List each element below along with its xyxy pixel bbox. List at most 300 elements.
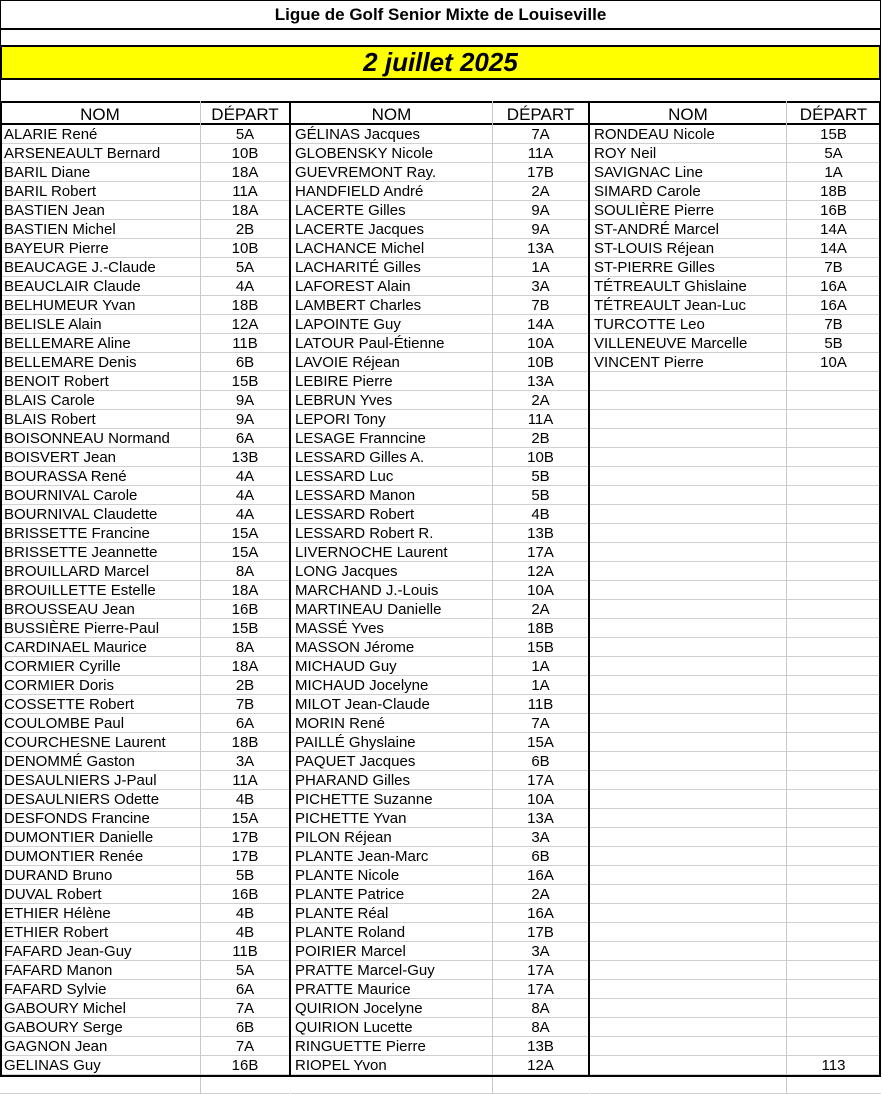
player-name: PLANTE Roland	[291, 923, 492, 942]
departure-tee: 11A	[492, 144, 589, 163]
empty-cell	[590, 714, 786, 733]
player-name: MASSON Jérome	[291, 638, 492, 657]
empty-cell	[786, 1018, 881, 1037]
player-name: LEBIRE Pierre	[291, 372, 492, 391]
departure-tee: 11B	[200, 942, 290, 961]
departure-tee: 2A	[492, 391, 589, 410]
player-name: DENOMMÉ Gaston	[0, 752, 200, 771]
player-name: SIMARD Carole	[590, 182, 786, 201]
departure-tee: 12A	[492, 1056, 589, 1075]
player-name: GAGNON Jean	[0, 1037, 200, 1056]
player-name: MARCHAND J.-Louis	[291, 581, 492, 600]
empty-cell	[590, 581, 786, 600]
player-name: LAMBERT Charles	[291, 296, 492, 315]
column-divider	[492, 101, 493, 1094]
departure-tee: 10A	[492, 581, 589, 600]
departure-tee: 12A	[200, 315, 290, 334]
player-name: COURCHESNE Laurent	[0, 733, 200, 752]
player-name: LAPOINTE Guy	[291, 315, 492, 334]
departure-tee: 4A	[200, 486, 290, 505]
player-name: LONG Jacques	[291, 562, 492, 581]
table-border	[588, 101, 590, 1077]
empty-cell	[590, 486, 786, 505]
player-name: SOULIÈRE Pierre	[590, 201, 786, 220]
departure-tee: 15B	[200, 619, 290, 638]
player-name: BOURNIVAL Claudette	[0, 505, 200, 524]
departure-tee: 7B	[786, 258, 881, 277]
player-name: LESSARD Gilles A.	[291, 448, 492, 467]
departure-tee: 15A	[200, 809, 290, 828]
departure-tee: 5B	[200, 866, 290, 885]
player-name: RIOPEL Yvon	[291, 1056, 492, 1075]
departure-tee: 4A	[200, 505, 290, 524]
player-name: ARSENEAULT Bernard	[0, 144, 200, 163]
player-name: PILON Réjean	[291, 828, 492, 847]
departure-tee: 8A	[200, 562, 290, 581]
empty-cell	[786, 961, 881, 980]
departure-tee: 15B	[200, 372, 290, 391]
departure-tee: 16A	[492, 904, 589, 923]
departure-tee: 15A	[492, 733, 589, 752]
departure-tee: 5B	[492, 486, 589, 505]
empty-cell	[590, 619, 786, 638]
player-name: LESSARD Luc	[291, 467, 492, 486]
column-header-nom: NOM	[0, 101, 200, 125]
empty-cell	[590, 961, 786, 980]
player-name: MILOT Jean-Claude	[291, 695, 492, 714]
player-name: COULOMBE Paul	[0, 714, 200, 733]
empty-cell	[786, 866, 881, 885]
column-header-nom: NOM	[590, 101, 786, 125]
player-name: PAQUET Jacques	[291, 752, 492, 771]
empty-cell	[590, 676, 786, 695]
empty-cell	[786, 752, 881, 771]
departure-tee: 8A	[492, 1018, 589, 1037]
departure-tee: 18A	[200, 657, 290, 676]
player-name: BLAIS Carole	[0, 391, 200, 410]
empty-cell	[786, 391, 881, 410]
departure-tee: 14A	[786, 239, 881, 258]
empty-cell	[590, 543, 786, 562]
departure-tee: 18B	[492, 619, 589, 638]
departure-tee: 17B	[200, 828, 290, 847]
empty-cell	[786, 942, 881, 961]
column-header-depart: DÉPART	[200, 101, 290, 125]
departure-tee: 17B	[492, 163, 589, 182]
departure-tee: 16B	[200, 885, 290, 904]
empty-cell	[786, 372, 881, 391]
player-name: BASTIEN Jean	[0, 201, 200, 220]
departure-tee: 5A	[786, 144, 881, 163]
empty-cell	[291, 1075, 492, 1094]
departure-tee: 9A	[492, 201, 589, 220]
table-border	[289, 101, 291, 1077]
empty-cell	[590, 562, 786, 581]
departure-tee: 5B	[492, 467, 589, 486]
player-name: LAFOREST Alain	[291, 277, 492, 296]
departure-tee: 10B	[492, 353, 589, 372]
column-divider	[200, 101, 201, 1094]
departure-tee: 16B	[200, 1056, 290, 1075]
departure-tee: 18B	[200, 296, 290, 315]
departure-tee: 5B	[786, 334, 881, 353]
player-name: DESFONDS Francine	[0, 809, 200, 828]
departure-tee: 13A	[492, 372, 589, 391]
player-name: RONDEAU Nicole	[590, 125, 786, 144]
empty-cell	[786, 999, 881, 1018]
departure-tee: 4B	[200, 904, 290, 923]
departure-tee: 10B	[492, 448, 589, 467]
player-name: MORIN René	[291, 714, 492, 733]
departure-tee: 7B	[786, 315, 881, 334]
player-name: GLOBENSKY Nicole	[291, 144, 492, 163]
empty-cell	[590, 847, 786, 866]
departure-tee: 2A	[492, 182, 589, 201]
player-name: BARIL Robert	[0, 182, 200, 201]
departure-tee: 9A	[492, 220, 589, 239]
departure-tee: 8A	[492, 999, 589, 1018]
player-name: BARIL Diane	[0, 163, 200, 182]
departure-tee: 3A	[492, 828, 589, 847]
empty-cell	[590, 429, 786, 448]
departure-tee: 8A	[200, 638, 290, 657]
empty-cell	[590, 467, 786, 486]
departure-tee: 18B	[786, 182, 881, 201]
player-name: GABOURY Michel	[0, 999, 200, 1018]
departure-tee: 4B	[200, 923, 290, 942]
departure-tee: 18A	[200, 163, 290, 182]
player-name: LEPORI Tony	[291, 410, 492, 429]
departure-tee: 6A	[200, 714, 290, 733]
column-header-depart: DÉPART	[492, 101, 589, 125]
departure-tee: 13B	[200, 448, 290, 467]
departure-tee: 4B	[492, 505, 589, 524]
date-banner: 2 juillet 2025	[0, 45, 881, 80]
departure-tee: 13B	[492, 1037, 589, 1056]
player-name: BOURNIVAL Carole	[0, 486, 200, 505]
departure-tee: 3A	[492, 277, 589, 296]
player-name: SAVIGNAC Line	[590, 163, 786, 182]
player-name: BUSSIÈRE Pierre-Paul	[0, 619, 200, 638]
empty-cell	[786, 619, 881, 638]
departure-tee: 2A	[492, 600, 589, 619]
departure-tee: 13B	[492, 524, 589, 543]
player-name: ST-PIERRE Gilles	[590, 258, 786, 277]
empty-cell	[0, 1075, 200, 1094]
empty-cell	[786, 771, 881, 790]
blank-row-top	[0, 28, 881, 45]
empty-cell	[786, 600, 881, 619]
empty-cell	[786, 638, 881, 657]
empty-cell	[786, 695, 881, 714]
empty-cell	[590, 752, 786, 771]
empty-cell	[786, 486, 881, 505]
player-name: BOURASSA René	[0, 467, 200, 486]
departure-tee: 17B	[200, 847, 290, 866]
player-name: BEAUCAGE J.-Claude	[0, 258, 200, 277]
empty-cell	[590, 733, 786, 752]
player-name: GELINAS Guy	[0, 1056, 200, 1075]
empty-cell	[590, 885, 786, 904]
departure-tee: 11A	[200, 182, 290, 201]
empty-cell	[786, 885, 881, 904]
player-name: LESSARD Manon	[291, 486, 492, 505]
departure-tee: 1A	[492, 657, 589, 676]
empty-cell	[786, 980, 881, 999]
departure-tee: 18A	[200, 201, 290, 220]
departure-tee: 18B	[200, 733, 290, 752]
player-name: PICHETTE Yvan	[291, 809, 492, 828]
departure-tee: 6A	[200, 980, 290, 999]
player-name: BROUSSEAU Jean	[0, 600, 200, 619]
player-name: BAYEUR Pierre	[0, 239, 200, 258]
departure-tee: 2B	[200, 676, 290, 695]
departure-tee: 1A	[492, 258, 589, 277]
player-name: PLANTE Réal	[291, 904, 492, 923]
player-name: TÉTREAULT Jean-Luc	[590, 296, 786, 315]
departure-tee: 12A	[492, 562, 589, 581]
departure-tee: 11B	[200, 334, 290, 353]
player-name: ETHIER Hélène	[0, 904, 200, 923]
departure-tee: 1A	[492, 676, 589, 695]
empty-cell	[786, 562, 881, 581]
empty-cell	[786, 581, 881, 600]
player-name: POIRIER Marcel	[291, 942, 492, 961]
departure-tee: 13A	[492, 809, 589, 828]
player-name: BOISONNEAU Normand	[0, 429, 200, 448]
player-name: MICHAUD Jocelyne	[291, 676, 492, 695]
departure-tee: 6B	[492, 847, 589, 866]
departure-tee: 9A	[200, 391, 290, 410]
departure-tee: 4B	[200, 790, 290, 809]
departure-tee: 7A	[200, 1037, 290, 1056]
player-name: CARDINAEL Maurice	[0, 638, 200, 657]
empty-cell	[590, 923, 786, 942]
empty-cell	[590, 1075, 786, 1094]
player-count: 113	[786, 1056, 881, 1075]
player-name: QUIRION Jocelyne	[291, 999, 492, 1018]
player-name: DURAND Bruno	[0, 866, 200, 885]
departure-tee: 2A	[492, 885, 589, 904]
empty-cell	[590, 391, 786, 410]
column-divider	[786, 101, 787, 1094]
empty-cell	[590, 695, 786, 714]
departure-tee: 1A	[786, 163, 881, 182]
departure-tee: 7B	[200, 695, 290, 714]
departure-tee: 11A	[200, 771, 290, 790]
departure-tee: 10B	[200, 239, 290, 258]
player-name: LESSARD Robert R.	[291, 524, 492, 543]
table-bottom-border	[0, 1075, 881, 1077]
departure-tee: 10B	[200, 144, 290, 163]
player-name: LACHARITÉ Gilles	[291, 258, 492, 277]
player-name: DESAULNIERS Odette	[0, 790, 200, 809]
departure-tee: 14A	[492, 315, 589, 334]
departure-tee: 17A	[492, 980, 589, 999]
empty-cell	[492, 1075, 589, 1094]
departure-tee: 11B	[492, 695, 589, 714]
player-name: BELLEMARE Denis	[0, 353, 200, 372]
player-name: LESSARD Robert	[291, 505, 492, 524]
player-name: CORMIER Cyrille	[0, 657, 200, 676]
player-name: GABOURY Serge	[0, 1018, 200, 1037]
empty-cell	[590, 638, 786, 657]
departure-tee: 17A	[492, 543, 589, 562]
departure-tee: 5A	[200, 258, 290, 277]
player-name: HANDFIELD André	[291, 182, 492, 201]
player-name: LIVERNOCHE Laurent	[291, 543, 492, 562]
empty-cell	[786, 448, 881, 467]
player-name: QUIRION Lucette	[291, 1018, 492, 1037]
departure-tee: 16B	[786, 201, 881, 220]
empty-cell	[786, 467, 881, 486]
player-name: ST-LOUIS Réjean	[590, 239, 786, 258]
empty-cell	[786, 790, 881, 809]
departure-tee: 7A	[200, 999, 290, 1018]
departure-tee: 14A	[786, 220, 881, 239]
empty-cell	[786, 524, 881, 543]
empty-cell	[786, 543, 881, 562]
empty-cell	[590, 904, 786, 923]
departure-tee: 4A	[200, 277, 290, 296]
column-header-depart: DÉPART	[786, 101, 881, 125]
player-name: BLAIS Robert	[0, 410, 200, 429]
player-name: DUMONTIER Renée	[0, 847, 200, 866]
empty-cell	[590, 372, 786, 391]
player-name: BRISSETTE Jeannette	[0, 543, 200, 562]
player-name: DESAULNIERS J-Paul	[0, 771, 200, 790]
empty-cell	[590, 1037, 786, 1056]
player-name: FAFARD Sylvie	[0, 980, 200, 999]
departure-table	[0, 101, 883, 1094]
player-name: LAVOIE Réjean	[291, 353, 492, 372]
empty-cell	[786, 410, 881, 429]
player-name: PAILLÉ Ghyslaine	[291, 733, 492, 752]
departure-tee: 15A	[200, 543, 290, 562]
empty-cell	[590, 1018, 786, 1037]
player-name: ETHIER Robert	[0, 923, 200, 942]
departure-tee: 16A	[786, 296, 881, 315]
player-name: PLANTE Nicole	[291, 866, 492, 885]
player-name: BELHUMEUR Yvan	[0, 296, 200, 315]
departure-tee: 18A	[200, 581, 290, 600]
player-name: TÉTREAULT Ghislaine	[590, 277, 786, 296]
empty-cell	[590, 410, 786, 429]
column-header-nom: NOM	[291, 101, 492, 125]
player-name: GÉLINAS Jacques	[291, 125, 492, 144]
player-name: BROUILLETTE Estelle	[0, 581, 200, 600]
departure-tee: 10A	[492, 334, 589, 353]
departure-tee: 16A	[786, 277, 881, 296]
departure-tee: 7A	[492, 125, 589, 144]
empty-cell	[590, 790, 786, 809]
player-name: CORMIER Doris	[0, 676, 200, 695]
player-name: BELLEMARE Aline	[0, 334, 200, 353]
player-name: PICHETTE Suzanne	[291, 790, 492, 809]
player-name: LACERTE Jacques	[291, 220, 492, 239]
player-name: BRISSETTE Francine	[0, 524, 200, 543]
player-name: FAFARD Manon	[0, 961, 200, 980]
table-border	[0, 101, 2, 1077]
player-name: PRATTE Maurice	[291, 980, 492, 999]
departure-tee: 10A	[492, 790, 589, 809]
departure-tee: 17B	[492, 923, 589, 942]
player-name: TURCOTTE Leo	[590, 315, 786, 334]
departure-tee: 15B	[786, 125, 881, 144]
empty-cell	[786, 809, 881, 828]
departure-tee: 9A	[200, 410, 290, 429]
departure-tee: 5A	[200, 125, 290, 144]
departure-tee: 6B	[200, 353, 290, 372]
empty-cell	[590, 866, 786, 885]
empty-cell	[590, 809, 786, 828]
departure-tee: 15B	[492, 638, 589, 657]
empty-cell	[590, 980, 786, 999]
player-name: COSSETTE Robert	[0, 695, 200, 714]
empty-cell	[590, 448, 786, 467]
departure-tee: 6A	[200, 429, 290, 448]
player-name: MASSÉ Yves	[291, 619, 492, 638]
player-name: BEAUCLAIR Claude	[0, 277, 200, 296]
player-name: BENOIT Robert	[0, 372, 200, 391]
player-name: PHARAND Gilles	[291, 771, 492, 790]
player-name: DUMONTIER Danielle	[0, 828, 200, 847]
empty-cell	[590, 657, 786, 676]
player-name: FAFARD Jean-Guy	[0, 942, 200, 961]
player-name: PLANTE Jean-Marc	[291, 847, 492, 866]
departure-tee: 3A	[200, 752, 290, 771]
empty-cell	[590, 771, 786, 790]
player-name: LACERTE Gilles	[291, 201, 492, 220]
table-border	[879, 101, 881, 1077]
departure-tee: 17A	[492, 771, 589, 790]
empty-cell	[786, 904, 881, 923]
empty-cell	[590, 828, 786, 847]
empty-cell	[786, 828, 881, 847]
empty-cell	[786, 714, 881, 733]
empty-cell	[786, 676, 881, 695]
departure-tee: 13A	[492, 239, 589, 258]
player-name: BASTIEN Michel	[0, 220, 200, 239]
player-name: ST-ANDRÉ Marcel	[590, 220, 786, 239]
player-name: BROUILLARD Marcel	[0, 562, 200, 581]
empty-cell	[786, 733, 881, 752]
sheet-title: Ligue de Golf Senior Mixte de Louiseville	[0, 0, 881, 28]
player-name: DUVAL Robert	[0, 885, 200, 904]
player-name: LACHANCE Michel	[291, 239, 492, 258]
departure-tee: 15A	[200, 524, 290, 543]
player-name: VINCENT Pierre	[590, 353, 786, 372]
departure-tee: 6B	[492, 752, 589, 771]
departure-tee: 16A	[492, 866, 589, 885]
player-name: ALARIE René	[0, 125, 200, 144]
departure-tee: 17A	[492, 961, 589, 980]
empty-cell	[590, 600, 786, 619]
empty-cell	[200, 1075, 290, 1094]
player-name: ROY Neil	[590, 144, 786, 163]
departure-tee: 5A	[200, 961, 290, 980]
empty-cell	[590, 524, 786, 543]
empty-cell	[590, 999, 786, 1018]
departure-tee: 3A	[492, 942, 589, 961]
blank-row-bottom	[0, 80, 881, 101]
player-name: LATOUR Paul-Étienne	[291, 334, 492, 353]
departure-tee: 2B	[492, 429, 589, 448]
departure-tee: 7A	[492, 714, 589, 733]
empty-cell	[786, 429, 881, 448]
empty-cell	[786, 847, 881, 866]
empty-cell	[590, 505, 786, 524]
